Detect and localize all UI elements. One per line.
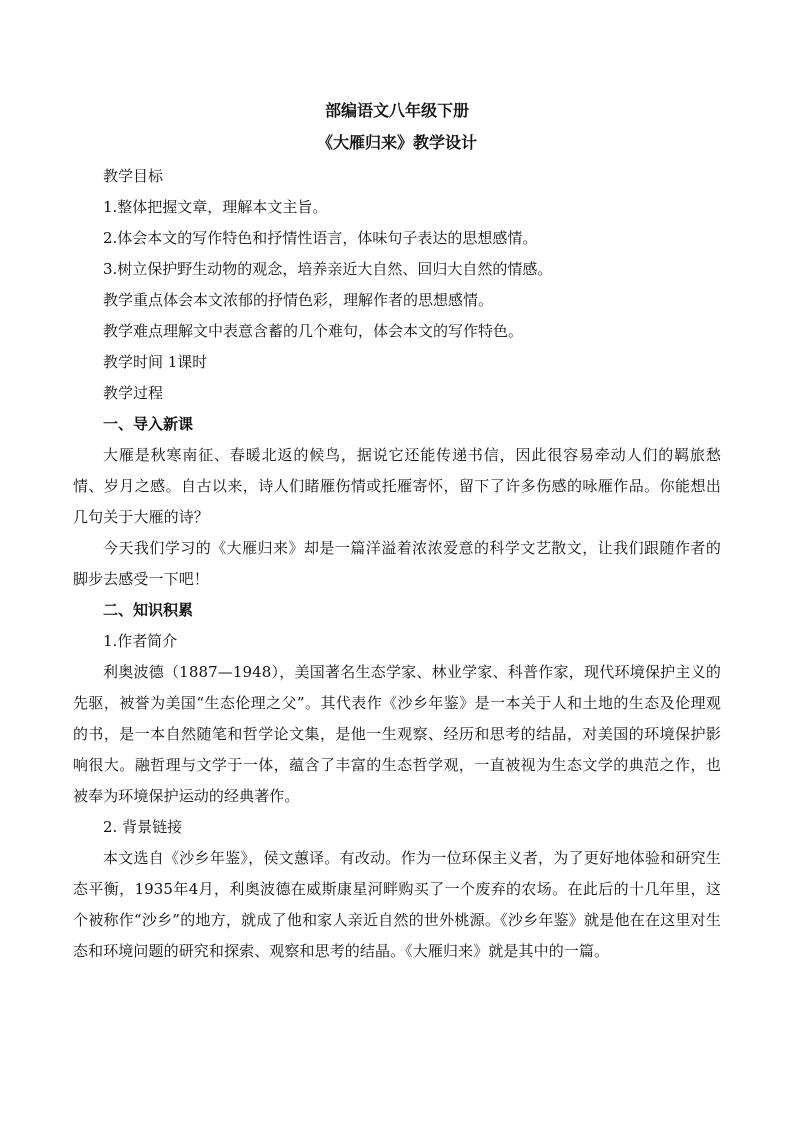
paragraph-background: 本文选自《沙乡年鉴》，侯文蕙译。有改动。作为一位环保主义者，为了更好地体验和研究生态平衡，1935年4月，利奥波德在威斯康星河畔购买了一个废弃的农场。在此后的十几年里，这个被称作“沙乡”的地方，就成了他和家人亲近自然的世外桃源。《沙乡年鉴》就是他在在这里对生态和环境问题的研究和探索、观察和思考的结晶。《大雁归来》就是其中的一篇。	[73, 849, 721, 960]
paragraph-introduction-1: 大雁是秋寒南征、春暖北返的候鸟，据说它还能传递书信，因此很容易牵动人们的羁旅愁情、岁月之感。自古以来，诗人们睹雁伤情或托雁寄怀，留下了许多伤感的咏雁作品。你能想出几句关于大雁的诗？	[73, 446, 721, 526]
section-label-teaching-goals: 教学目标	[103, 167, 164, 185]
document-subtitle: 《大雁归来》教学设计	[316, 133, 477, 152]
heading-introduction: 一、导入新课	[103, 415, 194, 433]
subheading-author: 1.作者简介	[103, 632, 178, 650]
paragraph-author: 利奥波德（1887—1948），美国著名生态学家、林业学家、科普作家，现代环境保护主义的先驱，被誉为美国“生态伦理之父”。其代表作《沙乡年鉴》是一本关于人和土地的生态及伦理观的书，是一本自然随笔和哲学论文集，是他一生观察、经历和思考的结晶，对美国的环境保护影响很大。融哲理与文学于一体，蕴含了丰富的生态哲学观，一直被视为生态文学的典范之作，也被奉为环境保护运动的经典著作。	[73, 663, 721, 805]
teaching-difficulty: 教学难点理解文中表意含蓄的几个难句，体会本文的写作特色。	[103, 322, 524, 340]
heading-knowledge: 二、知识积累	[103, 601, 194, 619]
subheading-background: 2. 背景链接	[103, 818, 183, 836]
document-title: 部编语文八年级下册	[324, 101, 469, 120]
teaching-time: 教学时间 1课时	[103, 353, 208, 371]
goal-item-1: 1.整体把握文章，理解本文主旨。	[103, 198, 328, 216]
section-label-teaching-process: 教学过程	[103, 384, 164, 402]
teaching-focus: 教学重点体会本文浓郁的抒情色彩，理解作者的思想感情。	[103, 291, 494, 309]
goal-item-3: 3.树立保护野生动物的观念，培养亲近大自然、回归大自然的情感。	[103, 260, 553, 278]
document-body	[73, 95, 721, 967]
paragraph-introduction-2: 今天我们学习的《大雁归来》却是一篇洋溢着浓浓爱意的科学文艺散文，让我们跟随作者的脚步去感受一下吧！	[73, 539, 721, 588]
goal-item-2: 2.体会本文的写作特色和抒情性语言，体味句子表达的思想感情。	[103, 229, 538, 247]
